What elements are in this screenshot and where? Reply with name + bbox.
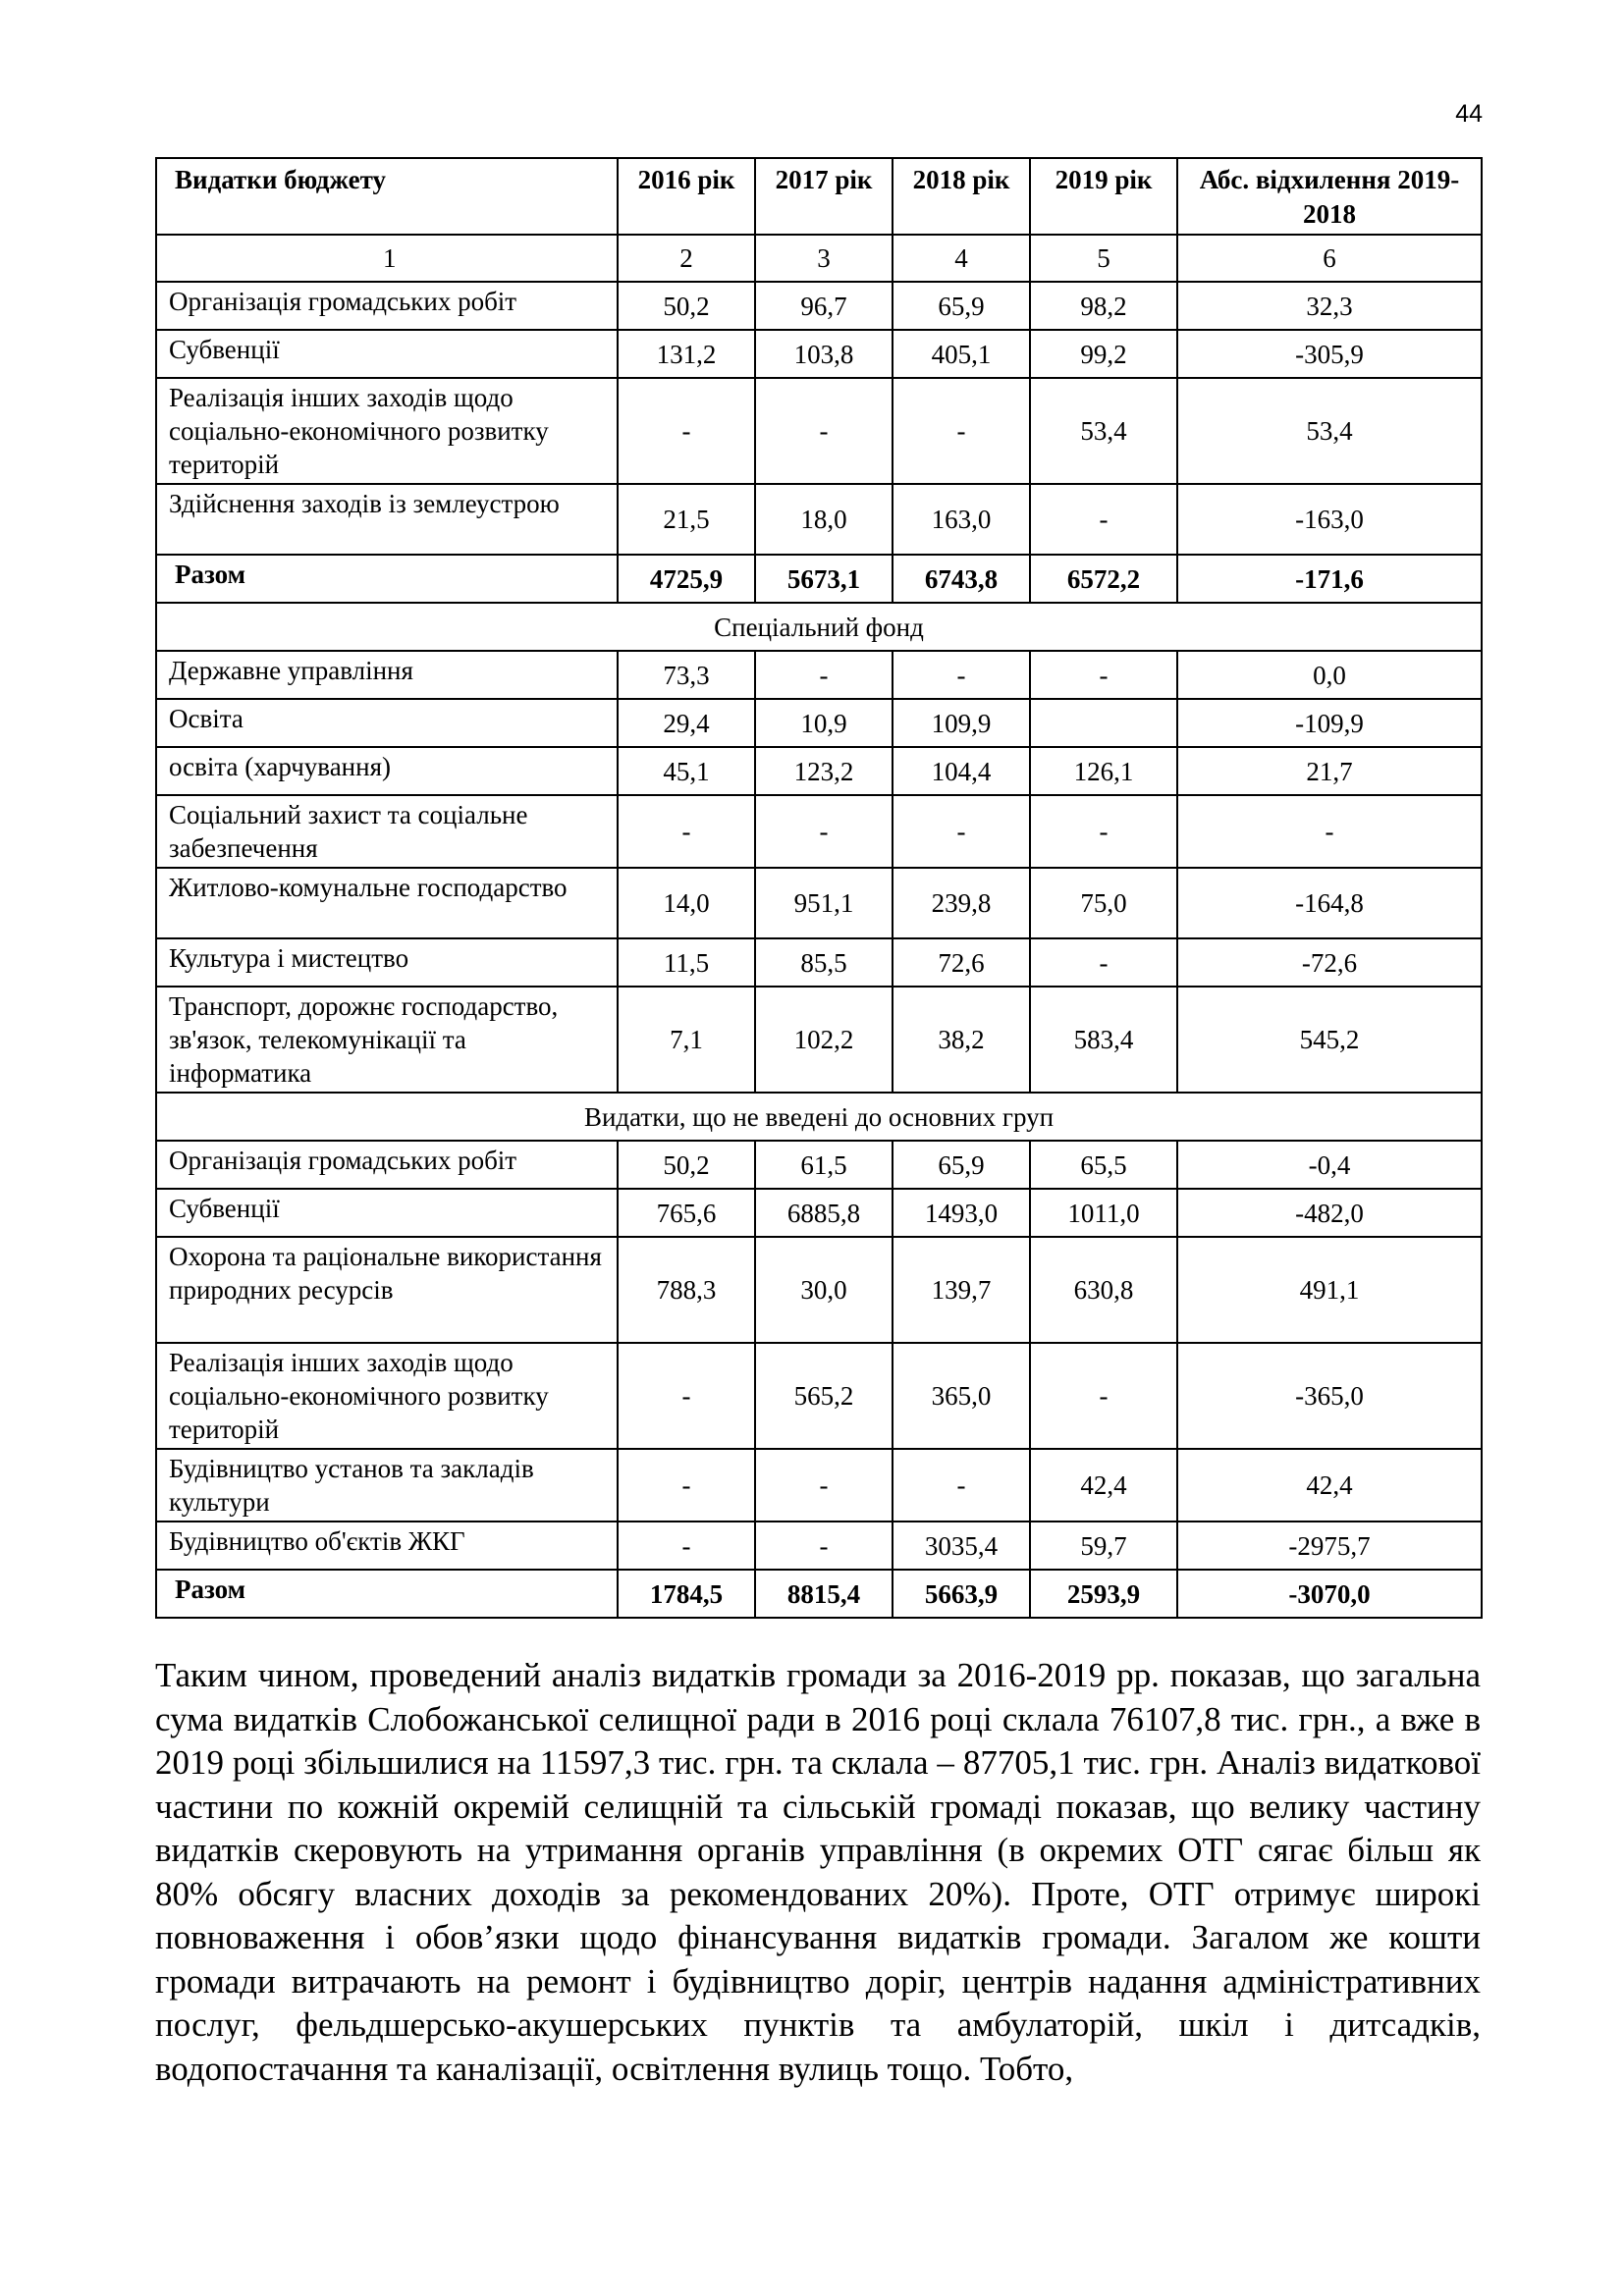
value-cell: 53,4 <box>1177 378 1482 484</box>
value-cell: 405,1 <box>893 330 1030 378</box>
row-label: Здійснення заходів із землеустрою <box>156 484 618 555</box>
value-cell: -3070,0 <box>1177 1570 1482 1618</box>
table-row <box>156 282 1482 330</box>
column-number: 6 <box>1177 235 1482 282</box>
value-cell: 42,4 <box>1177 1449 1482 1522</box>
row-label: Соціальний захист та соціальне забезпечення <box>156 795 618 868</box>
value-cell: - <box>893 651 1030 699</box>
value-cell: - <box>755 1449 893 1522</box>
table-row <box>156 330 1482 378</box>
column-number: 2 <box>618 235 755 282</box>
value-cell: 29,4 <box>618 699 755 747</box>
value-cell: 2593,9 <box>1030 1570 1177 1618</box>
value-cell: 65,9 <box>893 282 1030 330</box>
value-cell: -164,8 <box>1177 868 1482 938</box>
value-cell: - <box>1030 1343 1177 1449</box>
value-cell: 5663,9 <box>893 1570 1030 1618</box>
header-cell: 2016 рік <box>618 158 755 235</box>
value-cell: 59,7 <box>1030 1522 1177 1570</box>
value-cell: - <box>755 795 893 868</box>
value-cell: 239,8 <box>893 868 1030 938</box>
table-row <box>156 1237 1482 1343</box>
value-cell: 45,1 <box>618 747 755 795</box>
row-label: Організація громадських робіт <box>156 1141 618 1189</box>
value-cell: 109,9 <box>893 699 1030 747</box>
value-cell: 72,6 <box>893 938 1030 987</box>
value-cell: 6885,8 <box>755 1189 893 1237</box>
value-cell: 1493,0 <box>893 1189 1030 1237</box>
value-cell: 163,0 <box>893 484 1030 555</box>
value-cell: - <box>755 378 893 484</box>
row-label: Разом <box>156 1570 618 1618</box>
header-cell: 2019 рік <box>1030 158 1177 235</box>
value-cell: - <box>618 1449 755 1522</box>
row-label: Реалізація інших заходів щодо соціально-економічного розвитку територій <box>156 378 618 484</box>
value-cell: -482,0 <box>1177 1189 1482 1237</box>
section-heading: Видатки, що не введені до основних груп <box>156 1093 1482 1141</box>
value-cell: - <box>1030 484 1177 555</box>
page-number: 44 <box>1455 100 1483 128</box>
section-heading: Спеціальний фонд <box>156 603 1482 651</box>
table-row <box>156 938 1482 987</box>
value-cell: - <box>893 378 1030 484</box>
row-label: Разом <box>156 555 618 603</box>
table-row <box>156 1522 1482 1570</box>
value-cell: 630,8 <box>1030 1237 1177 1343</box>
row-label: Реалізація інших заходів щодо соціально-економічного розвитку територій <box>156 1343 618 1449</box>
row-label: Транспорт, дорожнє господарство, зв'язок, телекомунікації та інформатика <box>156 987 618 1093</box>
value-cell: 102,2 <box>755 987 893 1093</box>
value-cell: 545,2 <box>1177 987 1482 1093</box>
value-cell: 21,5 <box>618 484 755 555</box>
value-cell: 50,2 <box>618 1141 755 1189</box>
value-cell: 10,9 <box>755 699 893 747</box>
value-cell: 73,3 <box>618 651 755 699</box>
value-cell: 32,3 <box>1177 282 1482 330</box>
value-cell: 61,5 <box>755 1141 893 1189</box>
value-cell: 65,9 <box>893 1141 1030 1189</box>
value-cell: 8815,4 <box>755 1570 893 1618</box>
row-label: Субвенції <box>156 330 618 378</box>
value-cell: - <box>1030 651 1177 699</box>
row-label: Будівництво об'єктів ЖКГ <box>156 1522 618 1570</box>
value-cell: 30,0 <box>755 1237 893 1343</box>
value-cell: - <box>755 1522 893 1570</box>
value-cell: 38,2 <box>893 987 1030 1093</box>
header-cell: Абс. відхилення 2019-2018 <box>1177 158 1482 235</box>
table-header-row <box>156 158 1482 235</box>
value-cell: 21,7 <box>1177 747 1482 795</box>
table-row <box>156 1141 1482 1189</box>
value-cell: - <box>893 1449 1030 1522</box>
value-cell: -365,0 <box>1177 1343 1482 1449</box>
table-row <box>156 484 1482 555</box>
value-cell: 65,5 <box>1030 1141 1177 1189</box>
table-row <box>156 1343 1482 1449</box>
total-row <box>156 555 1482 603</box>
column-number: 4 <box>893 235 1030 282</box>
value-cell <box>1030 699 1177 747</box>
value-cell: 765,6 <box>618 1189 755 1237</box>
header-cell: 2018 рік <box>893 158 1030 235</box>
value-cell: 123,2 <box>755 747 893 795</box>
value-cell: - <box>755 651 893 699</box>
value-cell: -305,9 <box>1177 330 1482 378</box>
table-row <box>156 795 1482 868</box>
section-heading-row <box>156 603 1482 651</box>
value-cell: 1011,0 <box>1030 1189 1177 1237</box>
value-cell: 98,2 <box>1030 282 1177 330</box>
table-row <box>156 1189 1482 1237</box>
value-cell: 1784,5 <box>618 1570 755 1618</box>
value-cell: 18,0 <box>755 484 893 555</box>
column-number: 3 <box>755 235 893 282</box>
value-cell: 96,7 <box>755 282 893 330</box>
value-cell: 11,5 <box>618 938 755 987</box>
row-label: Житлово-комунальне господарство <box>156 868 618 938</box>
value-cell: -0,4 <box>1177 1141 1482 1189</box>
row-label: Культура і мистецтво <box>156 938 618 987</box>
table-row <box>156 868 1482 938</box>
section-heading-row <box>156 1093 1482 1141</box>
value-cell: 5673,1 <box>755 555 893 603</box>
row-label: Охорона та раціональне використання природних ресурсів <box>156 1237 618 1343</box>
value-cell: 491,1 <box>1177 1237 1482 1343</box>
value-cell: 583,4 <box>1030 987 1177 1093</box>
row-label: Освіта <box>156 699 618 747</box>
value-cell: 3035,4 <box>893 1522 1030 1570</box>
body-paragraph: Таким чином, проведений аналіз видатків громади за 2016-2019 рр. показав, що загальна сума видатків Слобожанської селищної ради в 2016 році склала 76107,8 тис. грн., а вже в 2019 році збільшилися на 11597,3 тис. грн. та склала – 87705,1 тис. грн. Аналіз видаткової частини по кожній окремій селищній та сільській громаді показав, що велику частину видатків скеровують на утримання органів управління (в окремих ОТГ сягає більш як 80% обсягу власних доходів за рекомендованих 20%). Проте, ОТГ отримує широкі повноваження і обов’язки щодо фінансування видатків громади. Загалом же кошти громади витрачають на ремонт і будівництво доріг, центрів надання адміністративних послуг, фельдшерсько-акушерських пунктів та амбулаторій, шкіл і дитсадків, водопостачання та каналізації, освітлення вулиць тощо. Тобто, <box>155 1656 1481 2088</box>
value-cell: - <box>893 795 1030 868</box>
row-label: Субвенції <box>156 1189 618 1237</box>
value-cell: 99,2 <box>1030 330 1177 378</box>
value-cell: 53,4 <box>1030 378 1177 484</box>
column-numbering-row <box>156 235 1482 282</box>
value-cell: 0,0 <box>1177 651 1482 699</box>
table-row <box>156 1449 1482 1522</box>
row-label: Державне управління <box>156 651 618 699</box>
row-label: Будівництво установ та закладів культури <box>156 1449 618 1522</box>
value-cell: 565,2 <box>755 1343 893 1449</box>
table-row <box>156 699 1482 747</box>
table-row <box>156 987 1482 1093</box>
table-row <box>156 378 1482 484</box>
value-cell: -72,6 <box>1177 938 1482 987</box>
value-cell: 139,7 <box>893 1237 1030 1343</box>
budget-expenditure-table <box>155 157 1483 1619</box>
value-cell: 126,1 <box>1030 747 1177 795</box>
value-cell: -163,0 <box>1177 484 1482 555</box>
header-cell: 2017 рік <box>755 158 893 235</box>
value-cell: - <box>618 1522 755 1570</box>
value-cell: 131,2 <box>618 330 755 378</box>
column-number: 5 <box>1030 235 1177 282</box>
value-cell: - <box>1030 795 1177 868</box>
value-cell: 104,4 <box>893 747 1030 795</box>
value-cell: - <box>618 795 755 868</box>
table-row <box>156 747 1482 795</box>
value-cell: 4725,9 <box>618 555 755 603</box>
column-number: 1 <box>156 235 618 282</box>
total-row <box>156 1570 1482 1618</box>
value-cell: 50,2 <box>618 282 755 330</box>
value-cell: 7,1 <box>618 987 755 1093</box>
table-row <box>156 651 1482 699</box>
value-cell: -109,9 <box>1177 699 1482 747</box>
value-cell: - <box>1177 795 1482 868</box>
value-cell: 788,3 <box>618 1237 755 1343</box>
value-cell: -171,6 <box>1177 555 1482 603</box>
table-body <box>156 158 1482 1618</box>
value-cell: 365,0 <box>893 1343 1030 1449</box>
value-cell: -2975,7 <box>1177 1522 1482 1570</box>
value-cell: 6743,8 <box>893 555 1030 603</box>
value-cell: - <box>618 378 755 484</box>
value-cell: - <box>1030 938 1177 987</box>
row-label: Організація громадських робіт <box>156 282 618 330</box>
value-cell: 14,0 <box>618 868 755 938</box>
value-cell: 85,5 <box>755 938 893 987</box>
value-cell: 42,4 <box>1030 1449 1177 1522</box>
value-cell: 951,1 <box>755 868 893 938</box>
value-cell: - <box>618 1343 755 1449</box>
header-cell: Видатки бюджету <box>156 158 618 235</box>
value-cell: 75,0 <box>1030 868 1177 938</box>
row-label: освіта (харчування) <box>156 747 618 795</box>
value-cell: 103,8 <box>755 330 893 378</box>
value-cell: 6572,2 <box>1030 555 1177 603</box>
